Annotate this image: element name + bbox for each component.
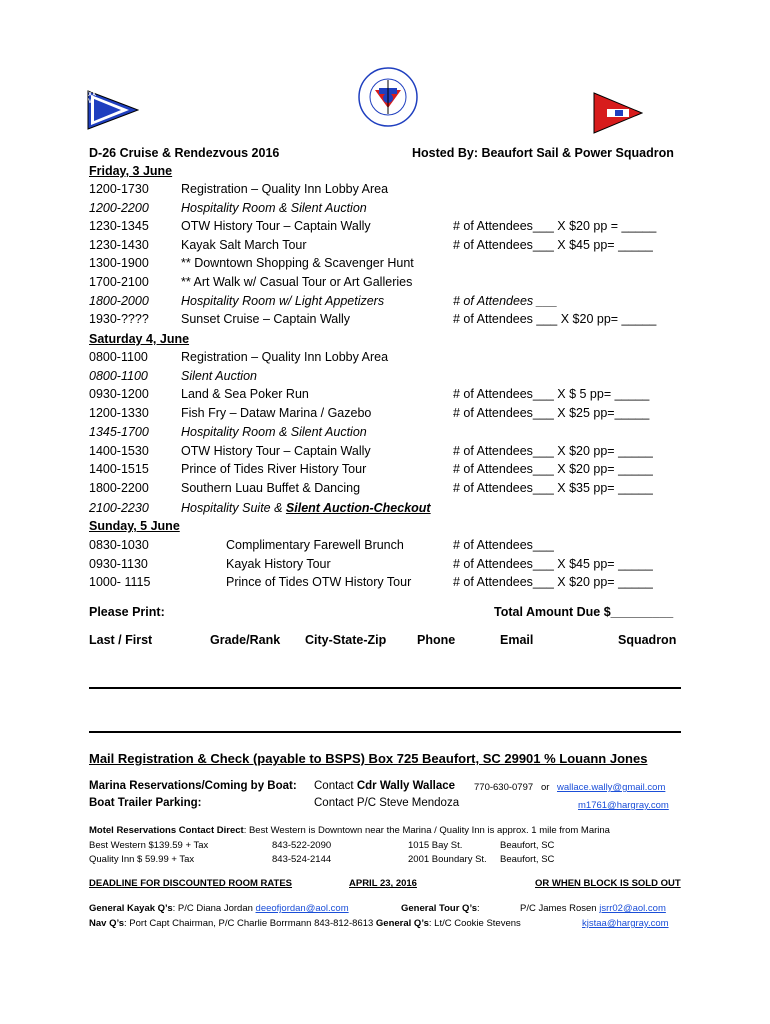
schedule-event: Fish Fry – Dataw Marina / Gazebo bbox=[181, 406, 372, 421]
day-label-saturday: Saturday 4, June bbox=[89, 332, 190, 346]
form-divider-bottom bbox=[89, 731, 681, 733]
schedule-event: Registration – Quality Inn Lobby Area bbox=[181, 182, 389, 196]
host-title: Hosted By: Beaufort Sail & Power Squadron bbox=[412, 146, 674, 160]
marina-phone: 770-630-0797 bbox=[474, 782, 534, 793]
motel-info bbox=[89, 825, 610, 836]
please-print-label: Please Print: bbox=[89, 605, 165, 619]
schedule-row bbox=[89, 501, 679, 519]
motel-phone: 843-522-2090 bbox=[272, 840, 332, 851]
schedule-row bbox=[89, 350, 679, 368]
attendee-cost-field[interactable]: # of Attendees___ X $20 pp= _____ bbox=[453, 462, 653, 477]
schedule-event: Southern Luau Buffet & Dancing bbox=[181, 480, 361, 495]
schedule-row bbox=[89, 462, 679, 480]
schedule-row bbox=[89, 256, 679, 274]
schedule-time: 1300-1900 bbox=[89, 256, 149, 271]
attendee-cost-field[interactable]: # of Attendees___ X $20 pp = _____ bbox=[453, 219, 657, 234]
marina-contact-name: Cdr Wally Wallace bbox=[356, 780, 456, 792]
schedule-row bbox=[89, 481, 679, 499]
schedule-row bbox=[89, 425, 679, 443]
schedule-row bbox=[89, 538, 679, 556]
schedule-time: 1400-1530 bbox=[89, 443, 149, 458]
column-grade-rank: Grade/Rank bbox=[210, 633, 281, 647]
schedule-row bbox=[89, 294, 679, 312]
column-squadron: Squadron bbox=[618, 633, 677, 647]
day-label-friday: Friday, 3 June bbox=[89, 164, 173, 178]
nav-contact: Nav Q’s: Port Capt Chairman, P/C Charlie Borrmann 843-812-8613 General Q’s: Lt/C Cookie Stevens bbox=[89, 918, 521, 929]
schedule-row bbox=[89, 444, 679, 462]
column-last-first: Last / First bbox=[89, 633, 153, 647]
motel-note: : Best Western is Downtown near the Marina / Quality Inn is approx. 1 mile from Marina bbox=[243, 825, 610, 836]
schedule-time: 1230-1430 bbox=[89, 237, 149, 252]
schedule-event: Kayak History Tour bbox=[226, 556, 331, 571]
pennant-label: XXVI bbox=[88, 92, 97, 105]
attendee-cost-field[interactable]: # of Attendees___ X $20 pp= _____ bbox=[453, 575, 653, 590]
schedule-time: 1000- 1115 bbox=[89, 575, 151, 590]
schedule-time: 1230-1345 bbox=[89, 219, 149, 234]
attendee-cost-field[interactable]: # of Attendees___ X $35 pp= _____ bbox=[453, 480, 653, 495]
schedule-row bbox=[89, 406, 679, 424]
schedule-event: OTW History Tour – Captain Wally bbox=[181, 443, 371, 458]
attendee-cost-field[interactable]: # of Attendees ___ bbox=[453, 293, 558, 308]
schedule-event: Complimentary Farewell Brunch bbox=[226, 538, 404, 552]
marina-or: or bbox=[541, 782, 550, 793]
schedule-time: 1800-2200 bbox=[89, 480, 149, 495]
schedule-event: Hospitality Room & Silent Auction bbox=[181, 424, 367, 439]
marina-label: Marina Reservations/Coming by Boat: bbox=[89, 780, 297, 792]
schedule-event: OTW History Tour – Captain Wally bbox=[181, 219, 371, 234]
total-amount-due: Total Amount Due $_________ bbox=[494, 605, 674, 619]
form-divider-top bbox=[89, 687, 681, 689]
schedule-event: Registration – Quality Inn Lobby Area bbox=[181, 350, 389, 364]
event-title: D-26 Cruise & Rendezvous 2016 bbox=[89, 146, 280, 160]
attendee-cost-field[interactable]: # of Attendees___ bbox=[453, 538, 554, 552]
schedule-time: 2100-2230 bbox=[89, 501, 149, 515]
schedule-time: 0930-1200 bbox=[89, 387, 149, 402]
motel-city: Beaufort, SC bbox=[500, 854, 555, 865]
column-email: Email bbox=[500, 633, 534, 647]
schedule-time: 1930-???? bbox=[89, 312, 149, 327]
schedule-time: 0800-1100 bbox=[89, 368, 148, 383]
motel-name: Quality Inn $ 59.99 + Tax bbox=[89, 854, 195, 865]
tour-email-link[interactable]: jsrr02@aol.com bbox=[599, 903, 666, 914]
schedule-row bbox=[89, 238, 679, 256]
schedule-event: Prince of Tides OTW History Tour bbox=[226, 575, 412, 590]
schedule-time: 1700-2100 bbox=[89, 275, 149, 289]
schedule-time: 1200-1330 bbox=[89, 406, 149, 421]
mail-registration-heading: Mail Registration & Check (payable to BSPS) Box 725 Beaufort, SC 29901 % Louann Jones bbox=[89, 751, 648, 766]
schedule-event: Hospitality Suite & Silent Auction-Checkout bbox=[181, 501, 431, 515]
schedule-event: Hospitality Room w/ Light Appetizers bbox=[181, 293, 385, 308]
schedule-time: 0930-1130 bbox=[89, 556, 148, 571]
schedule-row bbox=[89, 387, 679, 405]
schedule-time: 1200-1730 bbox=[89, 182, 149, 196]
deadline-date: APRIL 23, 2016 bbox=[349, 878, 417, 889]
schedule-time: 1400-1515 bbox=[89, 462, 149, 477]
attendee-cost-field[interactable]: # of Attendees___ X $ 5 pp= _____ bbox=[453, 387, 650, 402]
schedule-event: Prince of Tides River History Tour bbox=[181, 462, 367, 477]
motel-label: Motel Reservations Contact Direct bbox=[89, 825, 244, 836]
motel-city: Beaufort, SC bbox=[500, 840, 555, 851]
schedule-event: Hospitality Room & Silent Auction bbox=[181, 200, 367, 215]
deadline-alt: OR WHEN BLOCK IS SOLD OUT bbox=[535, 878, 681, 889]
day-label-sunday: Sunday, 5 June bbox=[89, 519, 180, 533]
schedule-time: 0800-1100 bbox=[89, 350, 148, 364]
motel-addr: 2001 Boundary St. bbox=[408, 854, 487, 865]
schedule-row bbox=[89, 369, 679, 387]
schedule-event: Kayak Salt March Tour bbox=[181, 237, 307, 252]
column-city-state-zip: City-State-Zip bbox=[305, 633, 387, 647]
schedule-row bbox=[89, 557, 679, 575]
trailer-email-link[interactable]: m1761@hargray.com bbox=[578, 800, 669, 811]
tour-contact-label: General Tour Q’s: bbox=[401, 903, 480, 914]
kayak-email-link[interactable]: deeofjordan@aol.com bbox=[255, 903, 349, 914]
column-phone: Phone bbox=[417, 633, 456, 647]
attendee-cost-field[interactable]: # of Attendees ___ X $20 pp= _____ bbox=[453, 312, 657, 327]
squadron-burgee-icon bbox=[593, 92, 643, 134]
schedule-row bbox=[89, 219, 679, 237]
schedule-row bbox=[89, 182, 679, 200]
schedule-row bbox=[89, 275, 679, 293]
schedule-time: 1200-2200 bbox=[89, 200, 149, 215]
schedule-event: ** Art Walk w/ Casual Tour or Art Galleries bbox=[181, 275, 413, 289]
attendee-cost-field[interactable]: # of Attendees___ X $45 pp= _____ bbox=[453, 237, 653, 252]
usps-logo-icon bbox=[357, 64, 419, 134]
trailer-contact: Contact P/C Steve Mendoza bbox=[314, 797, 460, 809]
silent-auction-checkout: Silent Auction-Checkout bbox=[285, 501, 431, 515]
tour-contact: P/C James Rosen jsrr02@aol.com bbox=[520, 903, 666, 914]
schedule-event: Land & Sea Poker Run bbox=[181, 387, 309, 402]
trailer-label: Boat Trailer Parking: bbox=[89, 797, 202, 809]
marina-contact: Contact Cdr Wally Wallace bbox=[314, 780, 456, 792]
motel-addr: 1015 Bay St. bbox=[408, 840, 463, 851]
schedule-row bbox=[89, 575, 679, 593]
kayak-contact: General Kayak Q’s: P/C Diana Jordan deeofjordan@aol.com bbox=[89, 903, 349, 914]
attendee-cost-field[interactable]: # of Attendees___ X $20 pp= _____ bbox=[453, 443, 653, 458]
schedule-time: 0830-1030 bbox=[89, 538, 149, 552]
attendee-cost-field[interactable]: # of Attendees___ X $25 pp=_____ bbox=[453, 406, 650, 421]
motel-phone: 843-524-2144 bbox=[272, 854, 332, 865]
motel-name: Best Western $139.59 + Tax bbox=[89, 840, 209, 851]
deadline-label: DEADLINE FOR DISCOUNTED ROOM RATES bbox=[89, 878, 293, 889]
general-email-link[interactable]: kjstaa@hargray.com bbox=[582, 918, 669, 929]
schedule-time: 1345-1700 bbox=[89, 424, 149, 439]
schedule-event: Sunset Cruise – Captain Wally bbox=[181, 312, 351, 327]
schedule-event: ** Downtown Shopping & Scavenger Hunt bbox=[181, 256, 414, 271]
attendee-cost-field[interactable]: # of Attendees___ X $45 pp= _____ bbox=[453, 556, 653, 571]
schedule-event: Silent Auction bbox=[181, 368, 257, 383]
schedule-row bbox=[89, 201, 679, 219]
marina-email-link[interactable]: wallace.wally@gmail.com bbox=[557, 782, 666, 793]
schedule-time: 1800-2000 bbox=[89, 293, 149, 308]
schedule-row bbox=[89, 312, 679, 330]
